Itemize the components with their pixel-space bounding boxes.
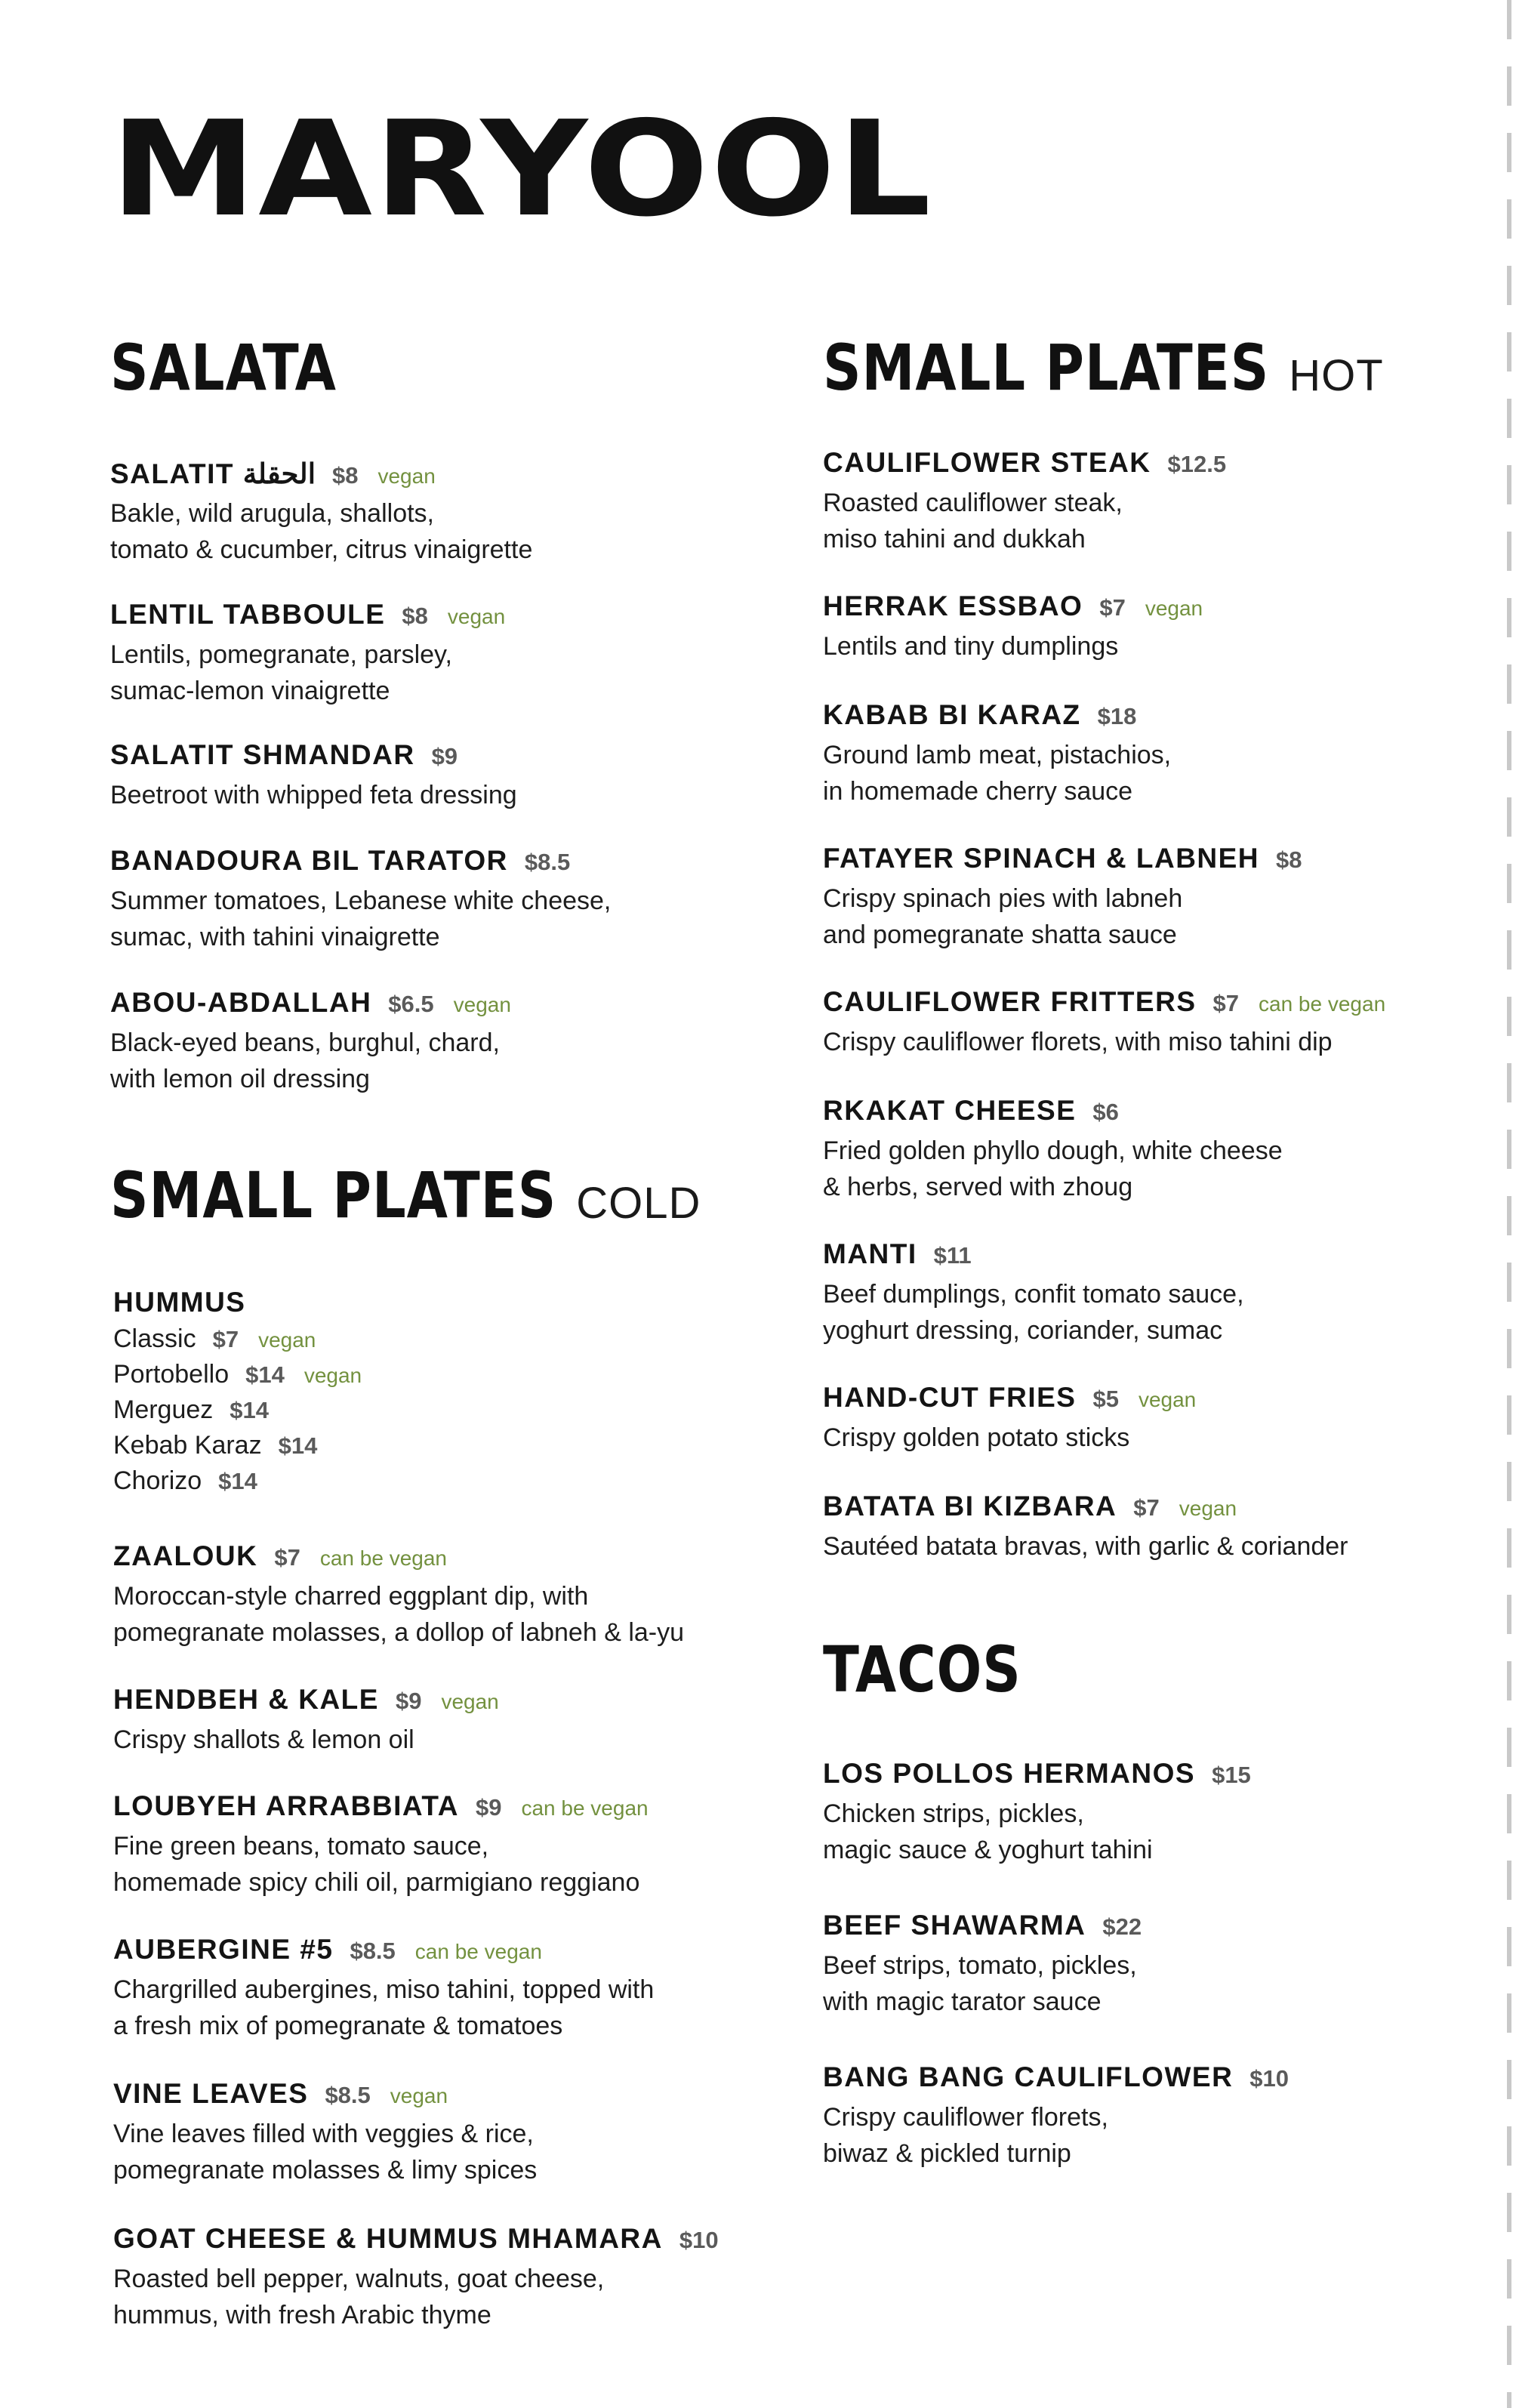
section-header xyxy=(823,1633,1487,1707)
item-description: Fine green beans, tomato sauce, xyxy=(113,1832,489,1861)
item-price: $7 xyxy=(274,1544,300,1571)
item-price: $7 xyxy=(1099,594,1126,621)
hummus-variant xyxy=(113,1395,763,1431)
item-description: Beef dumplings, confit tomato sauce, xyxy=(823,1280,1244,1309)
menu-item xyxy=(823,1910,1487,2061)
item-price: $22 xyxy=(1102,1913,1142,1940)
item-description: & herbs, served with zhoug xyxy=(823,1173,1133,1201)
item-description: pomegranate molasses & limy spices xyxy=(113,2156,538,2184)
section-header xyxy=(110,331,760,405)
menu-item xyxy=(113,1790,763,1934)
item-description: magic sauce & yoghurt tahini xyxy=(823,1836,1153,1864)
section-header xyxy=(823,331,1487,405)
diet-tag: can be vegan xyxy=(521,1796,649,1820)
item-name: CAULIFLOWER STEAK xyxy=(823,447,1151,478)
item-price: $5 xyxy=(1092,1386,1119,1412)
item-description: in homemade cherry sauce xyxy=(823,777,1133,806)
diet-tag: vegan xyxy=(1179,1497,1237,1520)
menu-item-hummus xyxy=(113,1287,763,1540)
menu-item xyxy=(823,2061,1487,2172)
menu-item xyxy=(823,1382,1487,1491)
item-description: Ground lamb meat, pistachios, xyxy=(823,741,1172,769)
item-name: SALATIT الحقلة xyxy=(110,458,316,489)
variant-name: Classic xyxy=(113,1324,196,1353)
item-name: LOS POLLOS HERMANOS xyxy=(823,1758,1196,1789)
section-title: SALATA xyxy=(110,331,337,405)
menu-item xyxy=(110,845,760,987)
menu-item xyxy=(823,1095,1487,1238)
diet-tag: vegan xyxy=(258,1328,316,1352)
tacos-items xyxy=(823,1758,1487,2172)
item-name: BANG BANG CAULIFLOWER xyxy=(823,2061,1234,2092)
item-description: Crispy cauliflower florets, xyxy=(823,2103,1108,2132)
item-description: and pomegranate shatta sauce xyxy=(823,920,1177,949)
item-description: Summer tomatoes, Lebanese white cheese, xyxy=(110,886,612,915)
page-edge-dashes xyxy=(1507,0,1511,2408)
diet-tag: vegan xyxy=(304,1364,362,1387)
item-name: LENTIL TABBOULE xyxy=(110,599,386,630)
item-description: Beetroot with whipped feta dressing xyxy=(110,781,517,809)
item-price: $12.5 xyxy=(1167,451,1227,477)
menu-item xyxy=(110,599,760,739)
section-salata xyxy=(110,331,760,405)
item-name: GOAT CHEESE & HUMMUS MHAMARA xyxy=(113,2223,663,2254)
variant-price: $14 xyxy=(278,1432,318,1459)
diet-tag: can be vegan xyxy=(319,1546,447,1570)
item-description: Black-eyed beans, burghul, chard, xyxy=(110,1028,500,1057)
menu-item xyxy=(823,986,1487,1095)
item-description: Moroccan-style charred eggplant dip, with xyxy=(113,1582,589,1611)
item-name: HERRAK ESSBAO xyxy=(823,590,1083,621)
variant-name: Merguez xyxy=(113,1395,214,1424)
diet-tag: vegan xyxy=(441,1690,499,1713)
menu-item xyxy=(823,1491,1487,1565)
item-name: HAND-CUT FRIES xyxy=(823,1382,1077,1413)
item-price: $6 xyxy=(1092,1099,1119,1125)
item-description: Crispy golden potato sticks xyxy=(823,1423,1130,1452)
item-name: RKAKAT CHEESE xyxy=(823,1095,1077,1126)
menu-item xyxy=(113,1934,763,2078)
item-price: $11 xyxy=(933,1242,972,1269)
variant-name: Kebab Karaz xyxy=(113,1431,262,1460)
item-name: MANTI xyxy=(823,1238,917,1269)
menu-item xyxy=(823,1758,1487,1910)
hummus-variant xyxy=(113,1431,763,1466)
item-description: pomegranate molasses, a dollop of labneh & la-yu xyxy=(113,1618,685,1647)
item-price: $9 xyxy=(395,1688,422,1714)
item-description: sumac-lemon vinaigrette xyxy=(110,677,390,705)
item-description: Crispy spinach pies with labneh xyxy=(823,884,1183,913)
section-title: SMALL PLATES xyxy=(823,331,1270,405)
hummus-variant xyxy=(113,1466,763,1502)
menu-item xyxy=(110,987,760,1097)
item-name: SALATIT SHMANDAR xyxy=(110,739,415,770)
item-price: $10 xyxy=(679,2227,719,2253)
menu-item xyxy=(823,590,1487,699)
item-description: Fried golden phyllo dough, white cheese xyxy=(823,1136,1283,1165)
diet-tag: vegan xyxy=(1138,1388,1197,1411)
cold-items xyxy=(113,1287,763,2333)
item-description: Sautéed batata bravas, with garlic & coriander xyxy=(823,1532,1348,1561)
menu-item xyxy=(823,843,1487,986)
item-name: BATATA BI KIZBARA xyxy=(823,1491,1117,1522)
variant-price: $14 xyxy=(245,1361,285,1388)
item-description: Chicken strips, pickles, xyxy=(823,1799,1084,1828)
item-name: HUMMUS xyxy=(113,1287,246,1318)
section-subtitle: HOT xyxy=(1289,351,1384,400)
hummus-variant xyxy=(113,1360,763,1395)
diet-tag: vegan xyxy=(453,993,511,1016)
item-price: $7 xyxy=(1212,990,1239,1016)
item-description: with lemon oil dressing xyxy=(110,1065,370,1093)
variant-name: Portobello xyxy=(113,1360,230,1389)
variant-price: $7 xyxy=(212,1326,239,1352)
section-title: TACOS xyxy=(823,1633,1021,1707)
item-price: $8 xyxy=(402,603,428,629)
item-description: homemade spicy chili oil, parmigiano reggiano xyxy=(113,1868,640,1897)
hot-items xyxy=(823,447,1487,1565)
item-description: miso tahini and dukkah xyxy=(823,525,1086,553)
item-name: BANADOURA BIL TARATOR xyxy=(110,845,508,876)
item-description: a fresh mix of pomegranate & tomatoes xyxy=(113,2012,563,2040)
item-description: Vine leaves filled with veggies & rice, xyxy=(113,2120,534,2148)
item-name: LOUBYEH ARRABBIATA xyxy=(113,1790,459,1821)
diet-tag: vegan xyxy=(390,2084,448,2107)
variant-price: $14 xyxy=(218,1468,257,1494)
item-description: Beef strips, tomato, pickles, xyxy=(823,1951,1137,1980)
item-description: Roasted bell pepper, walnuts, goat cheese, xyxy=(113,2265,605,2293)
diet-tag: can be vegan xyxy=(1259,992,1386,1016)
restaurant-name: MARYOOL xyxy=(110,93,933,246)
item-description: Chargrilled aubergines, miso tahini, topped with xyxy=(113,1975,655,2004)
section-small-plates-hot xyxy=(823,331,1487,405)
item-name: FATAYER SPINACH & LABNEH xyxy=(823,843,1260,874)
item-description: Crispy cauliflower florets, with miso tahini dip xyxy=(823,1028,1333,1056)
item-price: $18 xyxy=(1097,703,1137,729)
menu-item xyxy=(823,447,1487,590)
item-price: $8.5 xyxy=(325,2082,371,2108)
item-price: $8 xyxy=(1276,846,1302,873)
item-price: $8.5 xyxy=(350,1938,396,1964)
item-price: $15 xyxy=(1212,1762,1251,1788)
menu-item xyxy=(823,699,1487,843)
item-price: $8 xyxy=(332,462,359,489)
section-tacos xyxy=(823,1633,1487,1707)
item-price: $8.5 xyxy=(524,849,571,875)
section-small-plates-cold xyxy=(110,1159,760,1233)
menu-item xyxy=(113,1684,763,1790)
diet-tag: can be vegan xyxy=(414,1940,542,1963)
item-price: $7 xyxy=(1133,1494,1160,1521)
item-name: CAULIFLOWER FRITTERS xyxy=(823,986,1197,1017)
item-price: $9 xyxy=(431,743,458,769)
diet-tag: vegan xyxy=(447,605,506,628)
item-description: Lentils and tiny dumplings xyxy=(823,632,1119,661)
item-price: $10 xyxy=(1249,2065,1290,2092)
menu-item xyxy=(113,2223,763,2333)
variant-name: Chorizo xyxy=(113,1466,202,1495)
diet-tag: vegan xyxy=(1145,597,1203,620)
item-description: yoghurt dressing, coriander, sumac xyxy=(823,1316,1223,1345)
item-description: tomato & cucumber, citrus vinaigrette xyxy=(110,535,533,564)
item-description: sumac, with tahini vinaigrette xyxy=(110,923,440,951)
menu-item xyxy=(110,458,760,599)
menu-item xyxy=(110,739,760,845)
section-title: SMALL PLATES xyxy=(110,1159,557,1233)
item-description: with magic tarator sauce xyxy=(823,1987,1102,2016)
hummus-variant xyxy=(113,1324,763,1360)
menu-item xyxy=(113,1540,763,1684)
item-description: hummus, with fresh Arabic thyme xyxy=(113,2301,491,2329)
variant-price: $14 xyxy=(230,1397,270,1423)
item-description: biwaz & pickled turnip xyxy=(823,2139,1071,2168)
menu-item xyxy=(113,2078,763,2223)
item-name: HENDBEH & KALE xyxy=(113,1684,379,1715)
item-description: Roasted cauliflower steak, xyxy=(823,489,1123,517)
item-description: Lentils, pomegranate, parsley, xyxy=(110,640,452,669)
item-name: ZAALOUK xyxy=(113,1540,258,1571)
menu-item xyxy=(823,1238,1487,1382)
item-description: Bakle, wild arugula, shallots, xyxy=(110,499,435,528)
section-subtitle: COLD xyxy=(576,1179,701,1228)
item-name: AUBERGINE #5 xyxy=(113,1934,334,1965)
item-name: BEEF SHAWARMA xyxy=(823,1910,1086,1941)
item-price: $9 xyxy=(475,1794,502,1821)
item-price: $6.5 xyxy=(388,991,434,1017)
diet-tag: vegan xyxy=(377,464,436,488)
item-name: ABOU-ABDALLAH xyxy=(110,987,372,1018)
item-description: Crispy shallots & lemon oil xyxy=(113,1725,414,1754)
item-name: KABAB BI KARAZ xyxy=(823,699,1081,730)
salata-items xyxy=(110,458,760,1097)
section-header xyxy=(110,1159,760,1233)
item-name: VINE LEAVES xyxy=(113,2078,309,2109)
